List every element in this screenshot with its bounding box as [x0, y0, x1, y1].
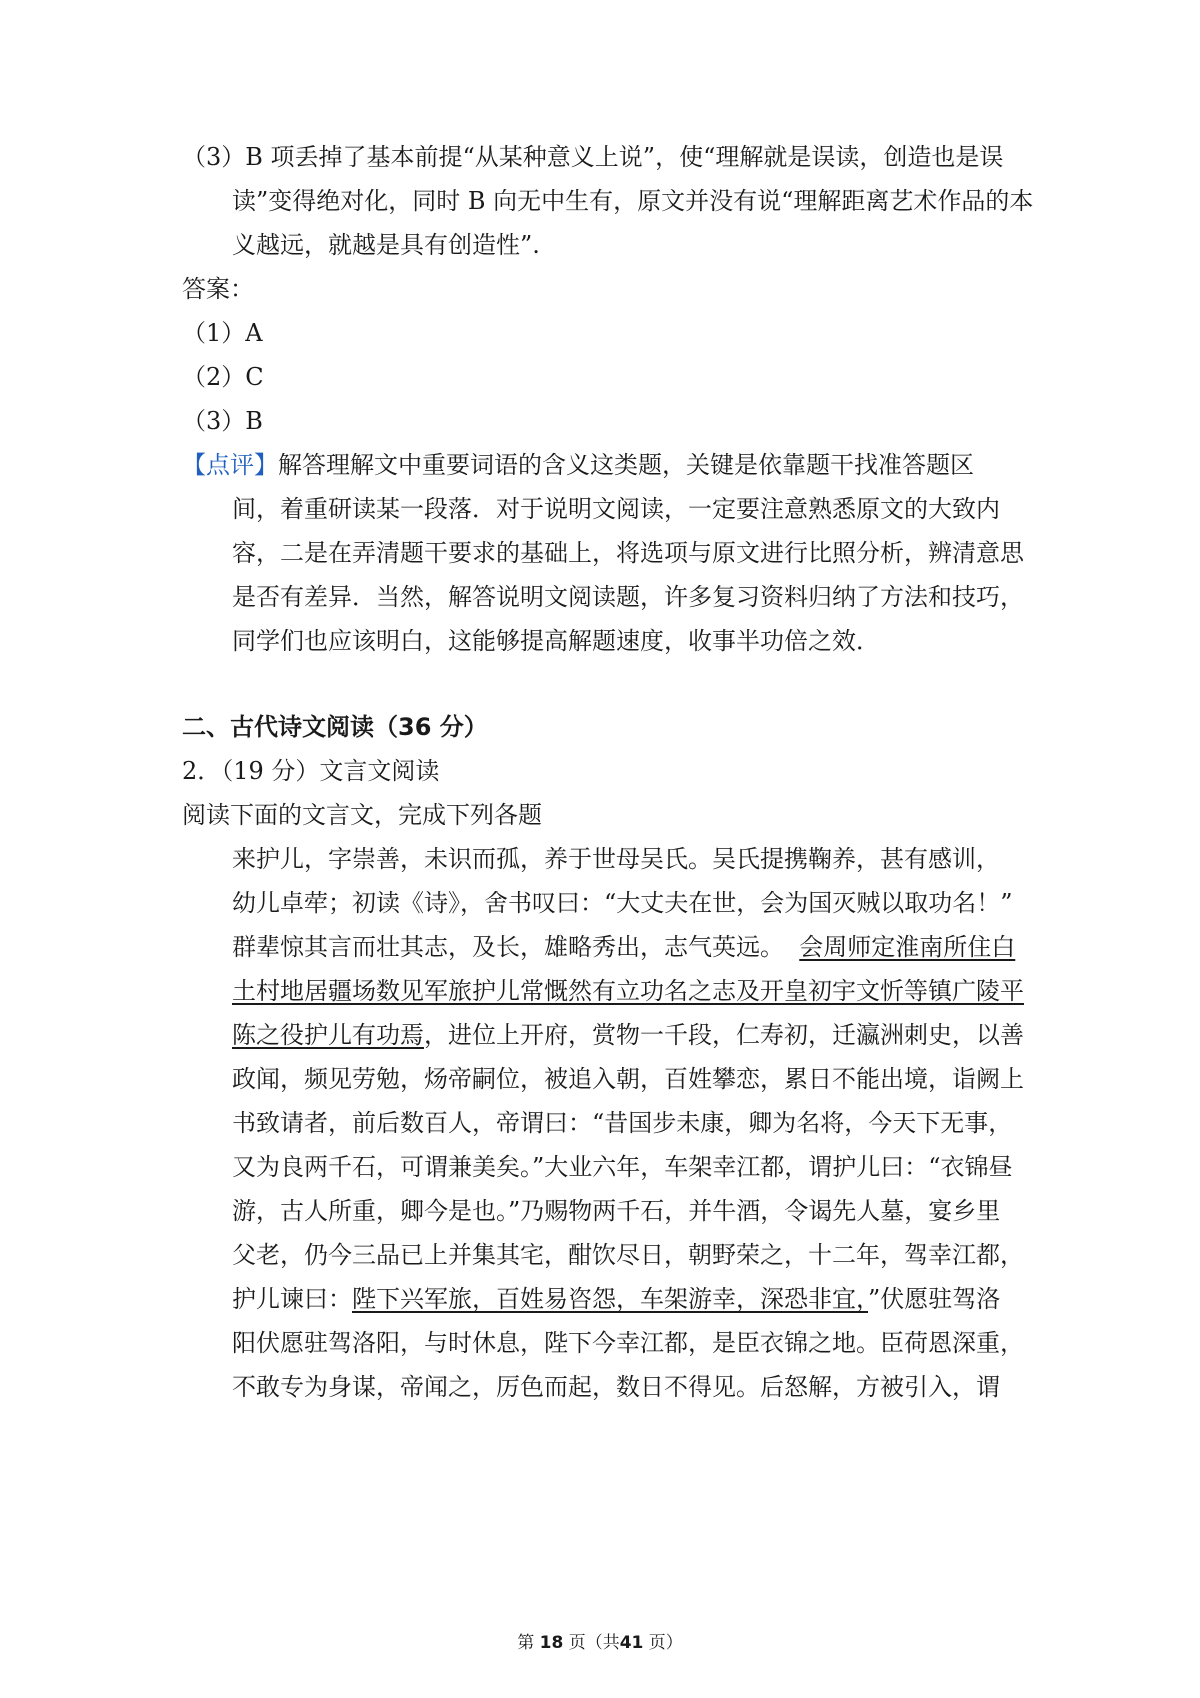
passage-line4-underlined: 土村地居疆场数见军旅护儿常慨然有立功名之志及开皇初宇文忻等镇广陵平 [232, 977, 1024, 1005]
section-title: 二、古代诗文阅读（36 分） [182, 713, 488, 741]
footer-total-pages: 41 [619, 1633, 644, 1653]
passage-line1: 来护儿，字崇善，未识而孤，养于世母吴氏。吴氏提携鞠养，甚有感训， [232, 845, 1000, 873]
passage-line11-plain-b: ”伏愿驻驾洛 [868, 1285, 1001, 1313]
passage-line6: 政闻，频见劳勉，炀帝嗣位，被追入朝，百姓攀恋，累日不能出境，诣阙上 [232, 1065, 1024, 1093]
footer-middle: 页（共 [568, 1633, 620, 1653]
passage-line11-underlined: 陛下兴军旅，百姓易咨怨，车架游幸，深恐非宜， [352, 1285, 868, 1313]
answer-item-3: （3）B [182, 407, 263, 435]
explanation-item3-line1: （3）B 项丢掉了基本前提“从某种意义上说”，使“理解就是误读，创造也是误 [182, 143, 1004, 171]
footer-prefix: 第 [517, 1633, 535, 1653]
passage-line3-plain: 群辈惊其言而壮其志，及长，雄略秀出，志气英远。 [232, 933, 784, 961]
explanation-item3-line3: 义越远，就越是具有创造性”. [232, 231, 540, 259]
passage-line10: 父老，仍今三品已上并集其宅，酣饮尽日，朝野荣之，十二年，驾幸江都， [232, 1241, 1024, 1269]
passage-line5-underlined: 陈之役护儿有功焉 [232, 1021, 424, 1049]
passage-line3 [232, 932, 1015, 962]
comment-line3: 容，二是在弄清题干要求的基础上，将选项与原文进行比照分析，辨清意思 [232, 539, 1024, 567]
comment-line4: 是否有差异．当然，解答说明文阅读题，许多复习资料归纳了方法和技巧， [232, 583, 1024, 611]
comment-text-1: 解答理解文中重要词语的含义这类题，关键是依靠题干找准答题区 [278, 451, 974, 479]
answer-item-1: （1）A [182, 319, 263, 347]
passage-line5-plain: ，进位上开府，赏物一千段，仁寿初，迁瀛洲刺史，以善 [424, 1021, 1024, 1049]
comment-tag: 【点评】 [182, 451, 278, 479]
page-footer [0, 1628, 1200, 1653]
passage-line8: 又为良两千石，可谓兼美矣。”大业六年，车架幸江都，谓护儿曰：“衣锦昼 [232, 1153, 1013, 1181]
answer-item-2: （2）C [182, 363, 264, 391]
answer-label: 答案： [182, 275, 254, 303]
passage-line9: 游，古人所重，卿今是也。”乃赐物两千石，并牛酒，令谒先人墓，宴乡里 [232, 1197, 1001, 1225]
explanation-item3-line2: 读”变得绝对化，同时 B 向无中生有，原文并没有说“理解距离艺术作品的本 [232, 187, 1034, 215]
passage-line13: 不敢专为身谋，帝闻之，厉色而起，数日不得见。后怒解，方被引入，谓 [232, 1373, 1000, 1401]
passage-line7: 书致请者，前后数百人，帝谓曰：“昔国步未康，卿为名将，今天下无事， [232, 1109, 1013, 1137]
passage-line11 [232, 1284, 1000, 1314]
comment-line1 [182, 450, 974, 480]
footer-suffix: 页） [648, 1633, 683, 1653]
passage-line2: 幼儿卓荦；初读《诗》，舍书叹曰：“大丈夫在世，会为国灭贼以取功名！” [232, 889, 1013, 917]
passage-line11-plain-a: 护儿谏曰： [232, 1285, 352, 1313]
comment-line5: 同学们也应该明白，这能够提高解题速度，收事半功倍之效． [232, 627, 880, 655]
comment-line2: 间，着重研读某一段落．对于说明文阅读，一定要注意熟悉原文的大致内 [232, 495, 1000, 523]
question2-instruction: 阅读下面的文言文，完成下列各题 [182, 801, 542, 829]
passage-line3-underlined: 会周师定淮南所住白 [799, 933, 1016, 961]
footer-page-number: 18 [539, 1633, 564, 1653]
passage-line12: 阳伏愿驻驾洛阳，与时休息，陛下今幸江都，是臣衣锦之地。臣荷恩深重， [232, 1329, 1024, 1357]
question2-header: 2．（19 分）文言文阅读 [182, 757, 440, 785]
passage-line5 [232, 1020, 1024, 1050]
